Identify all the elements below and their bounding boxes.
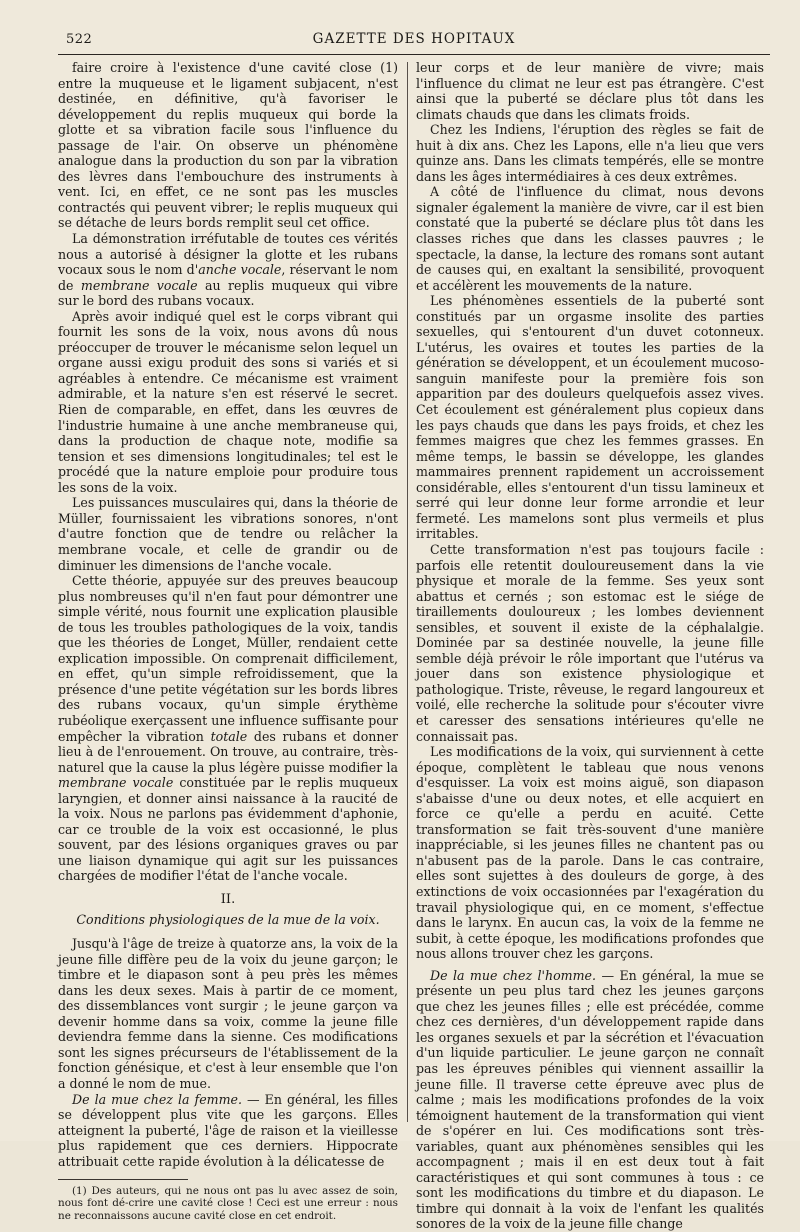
column-divider [407, 62, 408, 1122]
journal-title: GAZETTE DES HOPITAUX [312, 31, 516, 47]
paragraph: A côté de l'influence du climat, nous devons signaler également la manière de vivre, car il est bien constaté que la puberté se déclare plus tôt dans les classes riches que dans les classes pauvres ; le spectacle, la danse, la lecture des romans sont autant de causes qui, en exaltant la sensibilité, provoquent et accélèrent les mouvements de la nature. [416, 184, 764, 293]
paragraph: Après avoir indiqué quel est le corps vibrant qui fournit les sons de la voix, nous avons dû nous préoccuper de trouver le mécanisme selon lequel un organe aussi exigu produit des sons si variés et si agréables à entendre. Ce mécanisme est vraiment admirable, et la nature s'en est réservé le secret. Rien de comparable, en effet, dans les œuvres de l'industrie humaine à une anche membraneuse qui, dans la production de chaque note, modifie sa tension et ses dimensions longitudinales; tel est le procédé que la nature emploie pour produire tous les sons de la voix. [58, 308, 398, 495]
emphasis: membrane vocale [58, 775, 174, 791]
section-title: Conditions physiologiques de la mue de la voix. [76, 911, 380, 927]
page-number: 522 [66, 32, 93, 47]
emphasis: membrane vocale [80, 277, 198, 293]
paragraph: Cette transformation n'est pas toujours facile : parfois elle retentit douloureusement dans la vie physique et morale de la femme. Ses yeux sont abattus et cernés ; son estomac est le siége de tiraillements douloureux ; les lombes deviennent sensibles, et souvent il existe de la céphalalgie. Dominée par sa destinée nouvelle, la jeune fille semble déjà prévoir le rôle important que l'utérus va jouer dans son existence physiologique et pathologique. Triste, rêveuse, le regard langoureux et voilé, elle recherche la solitude pour s'écouter vivre et caresser des sensations intérieures qu'elle ne connaissait pas. [416, 541, 764, 744]
right-column [416, 60, 765, 1232]
emphasis: totale [210, 728, 248, 744]
paragraph: Jusqu'à l'âge de treize à quatorze ans, la voix de la jeune fille diffère peu de la voix du jeune garçon; le timbre et le diapason sont à peu près les mêmes dans les deux sexes. Mais à partir de ce moment, des dissemblances vont surgir ; le jeune garçon va devenir homme dans sa voix, comme la jeune fille deviendra femme dans la sienne. Ces modifications sont les signes précurseurs de l'établissement de la fonction génésique, et c'est à leur ensemble que l'on a donné le nom de mue. [58, 936, 398, 1091]
left-column [58, 60, 399, 1222]
paragraph: Chez les Indiens, l'éruption des règles se fait de huit à dix ans. Chez les Lapons, elle n'a lieu que vers quinze ans. Dans les climats tempérés, elle se montre dans les âges intermédiaires à ces deux extrêmes. [416, 122, 764, 184]
page-header [58, 26, 770, 55]
run-in-heading: De la mue chez l'homme. [430, 967, 597, 983]
paragraph: De la mue chez l'homme. — En général, la mue se présente un peu plus tard chez les jeunes garçons que chez les jeunes filles ; elle est précédée, comme chez ces dernières, d'un développement rapide dans les organes sexuels et par la sécrétion et l'évacuation d'un liquide particulier. Le jeune garçon ne connaît pas les épreuves pénibles qui viennent assaillir la jeune fille. Il traverse cette épreuve avec plus de calme ; mais les modifications profondes de la voix témoignent hautement de la transformation qui vient de s'opérer en lui. Ces modifications sont très-variables, quant aux phénomènes sensibles qui les accompagnent ; mais il en est deux tout à fait caractéristiques et qui sont communes à tous : ce sont les modifications du timbre et du diapason. Le timbre qui donnait à la voix de l'enfant les qualités sonores de la voix de la jeune fille change [416, 967, 765, 1232]
paragraph: Les modifications de la voix, qui surviennent à cette époque, complètent le tableau que nous venons d'esquisser. La voix est moins aiguë, son diapason s'abaisse d'une ou deux notes, et elle acquiert en force ce qu'elle a perdu en acuité. Cette transformation se fait très-souvent d'une manière inappréciable, si les jeunes filles ne chantent pas ou n'abusent pas de la parole. Dans le cas contraire, elles sont sujettes à des douleurs de gorge, à des extinctions de voix occasionnées par l'exagération du travail physiologique qui, en ce moment, s'effectue dans le larynx. En aucun cas, la voix de la femme ne subit, à cette époque, les modifications profondes que nous allons trouver chez les garçons. [416, 744, 764, 962]
footnote: (1) Des auteurs, qui ne nous ont pas lu avec assez de soin, nous font dé-crire une cavité close ! Ceci est une erreur : nous ne reconnaissons aucune cavité close en cet endroit. [58, 1185, 398, 1222]
paragraph: De la mue chez la femme. — En général, les filles se développent plus vite que les garçons. Elles atteignent la puberté, l'âge de raison et la vieillesse plus rapidement que ces derniers. Hippocrate attribuait cette rapide évolution à la délicatesse de [58, 1091, 398, 1169]
footnote-rule [58, 1179, 188, 1180]
paragraph: Cette théorie, appuyée sur des preuves beaucoup plus nombreuses qu'il n'en faut pour démontrer une simple vérité, nous fournit une explication plausible de tous les troubles pathologiques de la voix, tandis que les théories de Longet, Müller, rendaient cette explication impossible. On comprenait difficilement, en effet, qu'un simple refroidissement, que la présence d'une petite végétation sur les bords libres des rubans vocaux, qu'un simple érythème rubéolique exerçassent une influence suffisante pour empêcher la vibration totale des rubans et donner lieu à de l'enrouement. On trouve, au contraire, très-naturel que la cause la plus légère puisse modifier la membrane vocale constituée par le replis muqueux laryngien, et donner ainsi naissance à la raucité de la voix. Nous ne parlons pas évidemment d'aphonie, car ce trouble de la voix est occasionné, le plus souvent, par des lésions organiques graves ou par une liaison dynamique qui agit sur les puissances chargées de modifier l'état de l'anche vocale. [58, 573, 398, 884]
paragraph: La démonstration irréfutable de toutes ces vérités nous a autorisé à désigner la glotte et les rubans vocaux sous le nom d'anche vocale, réservant le nom de membrane vocale au replis muqueux qui vibre sur le bord des rubans vocaux. [58, 231, 399, 309]
section-number: II. [220, 891, 236, 907]
paragraph: Les puissances musculaires qui, dans la théorie de Müller, fournissaient les vibrations sonores, n'ont d'autre fonction que de tendre ou relâcher la membrane vocale, et celle de grandir ou de diminuer les dimensions de l'anche vocale. [58, 495, 398, 573]
paragraph: faire croire à l'existence d'une cavité close (1) entre la muqueuse et le ligament subjacent, n'est destinée, en définitive, qu'à favoriser le développement du replis muqueux qui borde la glotte et sa vibration facile sous l'influence du passage de l'air. On observe un phénomène analogue dans la production du son par la vibration des lèvres dans l'embouchure des instruments à vent. Ici, en effet, ce ne sont pas les muscles contractés qui peuvent vibrer; le replis muqueux qui se détache de leurs bords remplit seul cet office. [58, 60, 398, 231]
paragraph: leur corps et de leur manière de vivre; mais l'influence du climat ne leur est pas étrangère. C'est ainsi que la puberté se déclare plus tôt dans les climats chauds que dans les climats froids. [416, 60, 764, 122]
paragraph: Les phénomènes essentiels de la puberté sont constitués par un orgasme insolite des parties sexuelles, qui s'entourent d'un duvet cotonneux. L'utérus, les ovaires et toutes les parties de la génération se développent, et un écoulement mucoso-sanguin manifeste pour la première fois son apparition par des douleurs quelquefois assez vives. Cet écoulement est généralement plus copieux dans les pays chauds que dans les pays froids, et chez les femmes maigres que chez les femmes grasses. En même temps, le bassin se développe, les glandes mammaires prennent rapidement un accroissement considérable, elles s'entourent d'un tissu lamineux et serré qui leur donne leur forme arrondie et leur fermeté. Les mamelons sont plus vermeils et plus irritables. [416, 293, 764, 542]
run-in-heading: De la mue chez la femme. [72, 1091, 242, 1107]
emphasis: anche vocale [198, 262, 282, 278]
